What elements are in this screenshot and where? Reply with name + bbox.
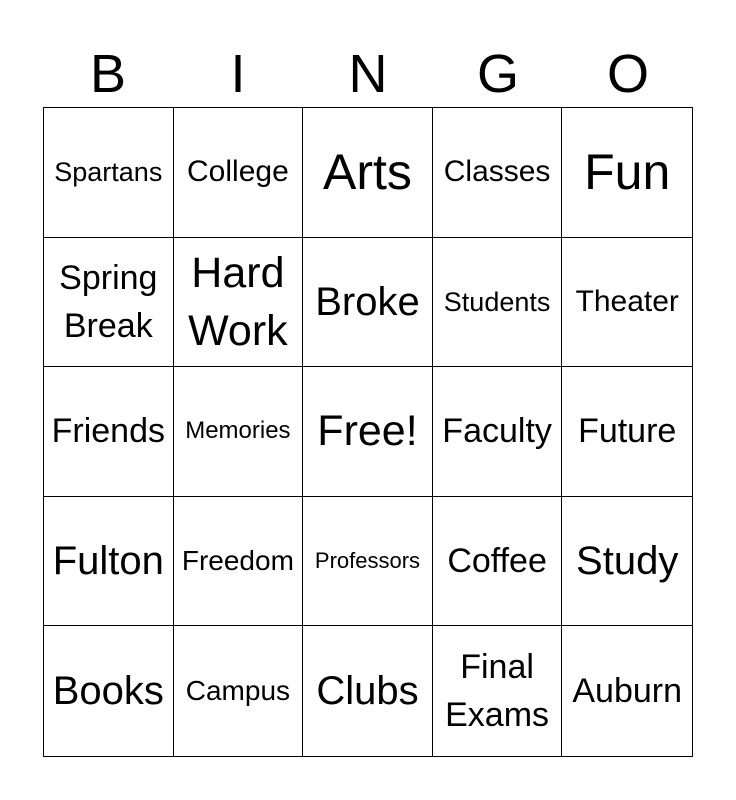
bingo-cell[interactable] [44,626,174,756]
header-letter-n: N [348,44,388,104]
bingo-cell[interactable] [433,238,563,368]
bingo-cell[interactable] [174,497,304,627]
cell-text: Classes [443,155,551,189]
cell-text: Future [578,412,677,451]
bingo-cell[interactable] [562,626,692,756]
cell-text: Fun [584,144,671,201]
cell-text: Campus [185,675,291,707]
cell-text: Students [443,286,551,317]
cell-text: Auburn [572,672,683,711]
cell-text: Theater [575,284,679,318]
cell-text: Free! [317,407,418,456]
bingo-cell[interactable] [303,497,433,627]
bingo-cell[interactable] [44,238,174,368]
bingo-cell[interactable] [303,626,433,756]
header-letter-g: G [476,44,519,104]
cell-text: Final Exams [445,648,550,735]
header-letter-b: B [89,44,127,104]
header-letter-i: I [230,44,246,104]
bingo-cell[interactable] [44,497,174,627]
bingo-cell[interactable] [562,238,692,368]
cell-text: Friends [51,412,165,451]
cell-text: Study [576,539,679,584]
cell-text: Faculty [442,412,552,451]
bingo-cell[interactable] [433,497,563,627]
bingo-cell[interactable] [303,367,433,497]
cell-text: Clubs [316,669,419,714]
cell-text: Arts [323,144,412,201]
bingo-cell[interactable] [433,108,563,238]
bingo-cell[interactable] [303,238,433,368]
cell-text: Spartans [54,157,163,188]
cell-text: College [187,155,289,189]
bingo-cell[interactable] [44,108,174,238]
bingo-cell[interactable] [562,367,692,497]
bingo-cell[interactable] [303,108,433,238]
bingo-header [43,40,693,108]
bingo-cell[interactable] [433,626,563,756]
bingo-board [43,107,693,757]
cell-text: Spring Break [59,258,158,345]
bingo-cell[interactable] [174,238,304,368]
cell-text: Freedom [181,545,294,577]
bingo-cell[interactable] [174,108,304,238]
cell-text: Books [52,669,164,714]
bingo-cell[interactable] [174,367,304,497]
bingo-cell[interactable] [562,497,692,627]
cell-text: Hard Work [188,248,288,355]
cell-text: Professors [314,548,421,574]
header-letter-o: O [606,44,649,104]
cell-text: Fulton [52,539,164,584]
bingo-cell[interactable] [174,626,304,756]
cell-text: Memories [185,417,291,445]
bingo-cell[interactable] [562,108,692,238]
bingo-cell[interactable] [433,367,563,497]
cell-text: Coffee [447,542,547,581]
cell-text: Broke [315,279,420,324]
bingo-cell[interactable] [44,367,174,497]
